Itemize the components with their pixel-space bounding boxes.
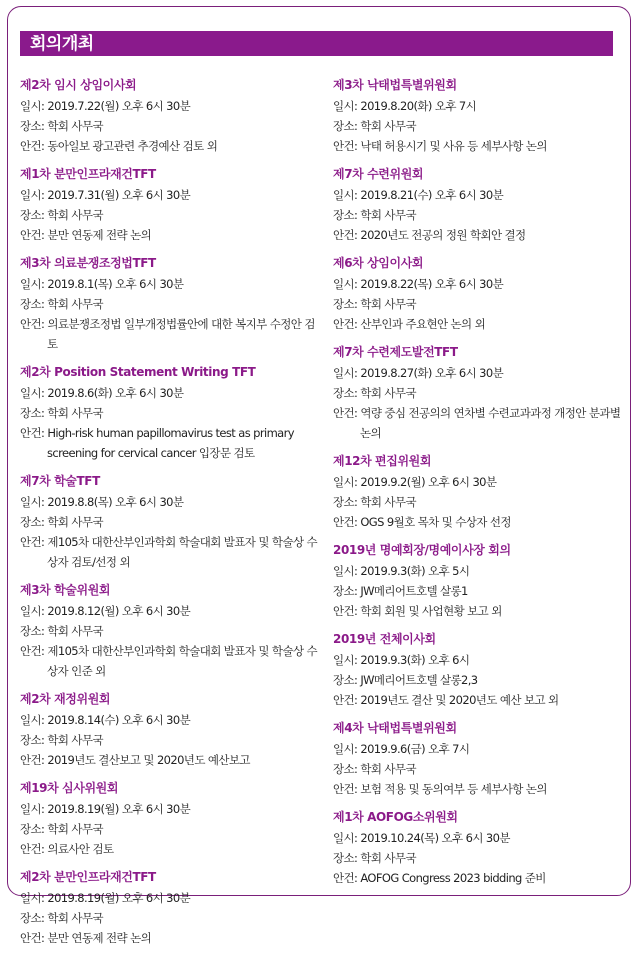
meeting-entry [333,76,625,156]
meeting-date: 일시: 2019.8.1(목) 오후 6시 30분 [20,277,184,291]
meeting-agenda: 안건: 의료사안 검토 [20,842,114,856]
meeting-date: 일시: 2019.7.22(월) 오후 6시 30분 [20,99,191,113]
meeting-place: 장소: 학회 사무국 [20,297,103,311]
meeting-entry [333,719,625,799]
meeting-title: 제1차 분만인프라재건TFT [20,167,156,181]
meeting-entry [20,254,320,354]
meeting-place: 장소: 학회 사무국 [20,822,103,836]
meeting-title: 제7차 학술TFT [20,474,100,488]
meeting-title: 제1차 AOFOG소위원회 [333,810,458,824]
meeting-date: 일시: 2019.8.19(월) 오후 6시 30분 [20,891,191,905]
meeting-date: 일시: 2019.9.3(화) 오후 6시 [333,653,470,667]
meeting-entry [333,343,625,443]
meeting-title: 2019년 전체이사회 [333,632,436,646]
meeting-title: 제3차 의료분쟁조정법TFT [20,256,156,270]
meeting-entry [333,452,625,532]
meeting-title: 제3차 낙태법특별위원회 [333,78,457,92]
meeting-title: 제2차 임시 상임이사회 [20,78,137,92]
meeting-agenda: 안건: 분만 연동제 전략 논의 [20,931,152,945]
meeting-date: 일시: 2019.9.2(월) 오후 6시 30분 [333,475,497,489]
meeting-entry [20,472,320,572]
meeting-agenda: 안건: 산부인과 주요현안 논의 외 [333,317,486,331]
meeting-entry [20,690,320,770]
meeting-place: 장소: 학회 사무국 [333,762,416,776]
meeting-title: 제7차 수련위원회 [333,167,424,181]
meeting-entry [333,165,625,245]
meeting-agenda: 안건: OGS 9월호 목차 및 수상자 선정 [333,515,511,529]
meeting-place: 장소: 학회 사무국 [333,495,416,509]
meeting-title: 제7차 수련제도발전TFT [333,345,458,359]
meeting-date: 일시: 2019.7.31(월) 오후 6시 30분 [20,188,191,202]
meeting-date: 일시: 2019.8.21(수) 오후 6시 30분 [333,188,504,202]
meeting-title: 제3차 학술위원회 [20,583,111,597]
meeting-entry [20,165,320,245]
meeting-title: 제12차 편집위원회 [333,454,432,468]
meeting-entry [20,76,320,156]
meeting-date: 일시: 2019.8.14(수) 오후 6시 30분 [20,713,191,727]
meeting-title: 제2차 Position Statement Writing TFT [20,365,256,379]
meeting-agenda: 안건: 의료분쟁조정법 일부개정법률안에 대한 복지부 수정안 검토 [20,317,315,351]
meeting-place: 장소: 학회 사무국 [20,119,103,133]
meeting-date: 일시: 2019.8.27(화) 오후 6시 30분 [333,366,504,380]
meeting-agenda: 안건: 제105차 대한산부인과학회 학술대회 발표자 및 학술상 수상자 인준 외 [20,644,318,678]
meeting-date: 일시: 2019.8.22(목) 오후 6시 30분 [333,277,504,291]
meeting-entry [333,254,625,334]
meeting-entry [333,541,625,621]
meeting-place: 장소: 학회 사무국 [20,733,103,747]
meeting-agenda: 안건: 학회 회원 및 사업현황 보고 외 [333,604,502,618]
meeting-date: 일시: 2019.10.24(목) 오후 6시 30분 [333,831,510,845]
meeting-date: 일시: 2019.9.6(금) 오후 7시 [333,742,470,756]
meeting-entry [20,868,320,948]
left-column [20,76,320,957]
meeting-agenda: 안건: High-risk human papillomavirus test as primary screening for cervical cancer 입장문 검토 [20,426,294,460]
meeting-date: 일시: 2019.8.19(월) 오후 6시 30분 [20,802,191,816]
meeting-agenda: 안건: 낙태 허용시기 및 사유 등 세부사항 논의 [333,139,547,153]
meeting-place: 장소: 학회 사무국 [333,386,416,400]
meeting-title: 제6차 상임이사회 [333,256,424,270]
section-title: 회의개최 [30,34,94,54]
meeting-agenda: 안건: 보험 적용 및 동의여부 등 세부사항 논의 [333,782,547,796]
meeting-agenda: 안건: 2019년도 결산보고 및 2020년도 예산보고 [20,753,250,767]
meeting-title: 제4차 낙태법특별위원회 [333,721,457,735]
meeting-entry [333,630,625,710]
meeting-title: 제2차 재정위원회 [20,692,111,706]
meeting-place: 장소: 학회 사무국 [333,297,416,311]
meeting-place: 장소: 학회 사무국 [20,624,103,638]
meeting-place: 장소: 학회 사무국 [20,208,103,222]
section-header-bar [20,31,613,56]
meeting-entry [20,581,320,681]
meeting-place: 장소: 학회 사무국 [20,911,103,925]
meeting-agenda: 안건: 동아일보 광고관련 추경예산 검토 외 [20,139,218,153]
meeting-place: 장소: 학회 사무국 [20,406,103,420]
meeting-entry [20,779,320,859]
meeting-date: 일시: 2019.9.3(화) 오후 5시 [333,564,470,578]
right-column [333,76,625,897]
meeting-date: 일시: 2019.8.6(화) 오후 6시 30분 [20,386,184,400]
meeting-title: 2019년 명예회장/명예이사장 회의 [333,543,511,557]
meeting-title: 제19차 심사위원회 [20,781,119,795]
meeting-place: 장소: JW메리어트호텔 살롱1 [333,584,468,598]
meeting-title: 제2차 분만인프라재건TFT [20,870,156,884]
meeting-entry [333,808,625,888]
meeting-place: 장소: JW메리어트호텔 살롱2,3 [333,673,478,687]
meeting-agenda: 안건: 2019년도 결산 및 2020년도 예산 보고 외 [333,693,559,707]
meeting-entry [20,363,320,463]
meeting-agenda: 안건: 분만 연동제 전략 논의 [20,228,152,242]
meeting-agenda: 안건: AOFOG Congress 2023 bidding 준비 [333,871,546,885]
meeting-place: 장소: 학회 사무국 [333,208,416,222]
meeting-place: 장소: 학회 사무국 [20,515,103,529]
meeting-agenda: 안건: 역량 중심 전공의의 연차별 수련교과과정 개정안 분과별 논의 [333,406,621,440]
meeting-place: 장소: 학회 사무국 [333,851,416,865]
meeting-date: 일시: 2019.8.8(목) 오후 6시 30분 [20,495,184,509]
meeting-date: 일시: 2019.8.20(화) 오후 7시 [333,99,477,113]
meeting-agenda: 안건: 제105차 대한산부인과학회 학술대회 발표자 및 학술상 수상자 검토/선정 외 [20,535,318,569]
meeting-agenda: 안건: 2020년도 전공의 정원 학회안 결정 [333,228,526,242]
meeting-date: 일시: 2019.8.12(월) 오후 6시 30분 [20,604,191,618]
meeting-place: 장소: 학회 사무국 [333,119,416,133]
